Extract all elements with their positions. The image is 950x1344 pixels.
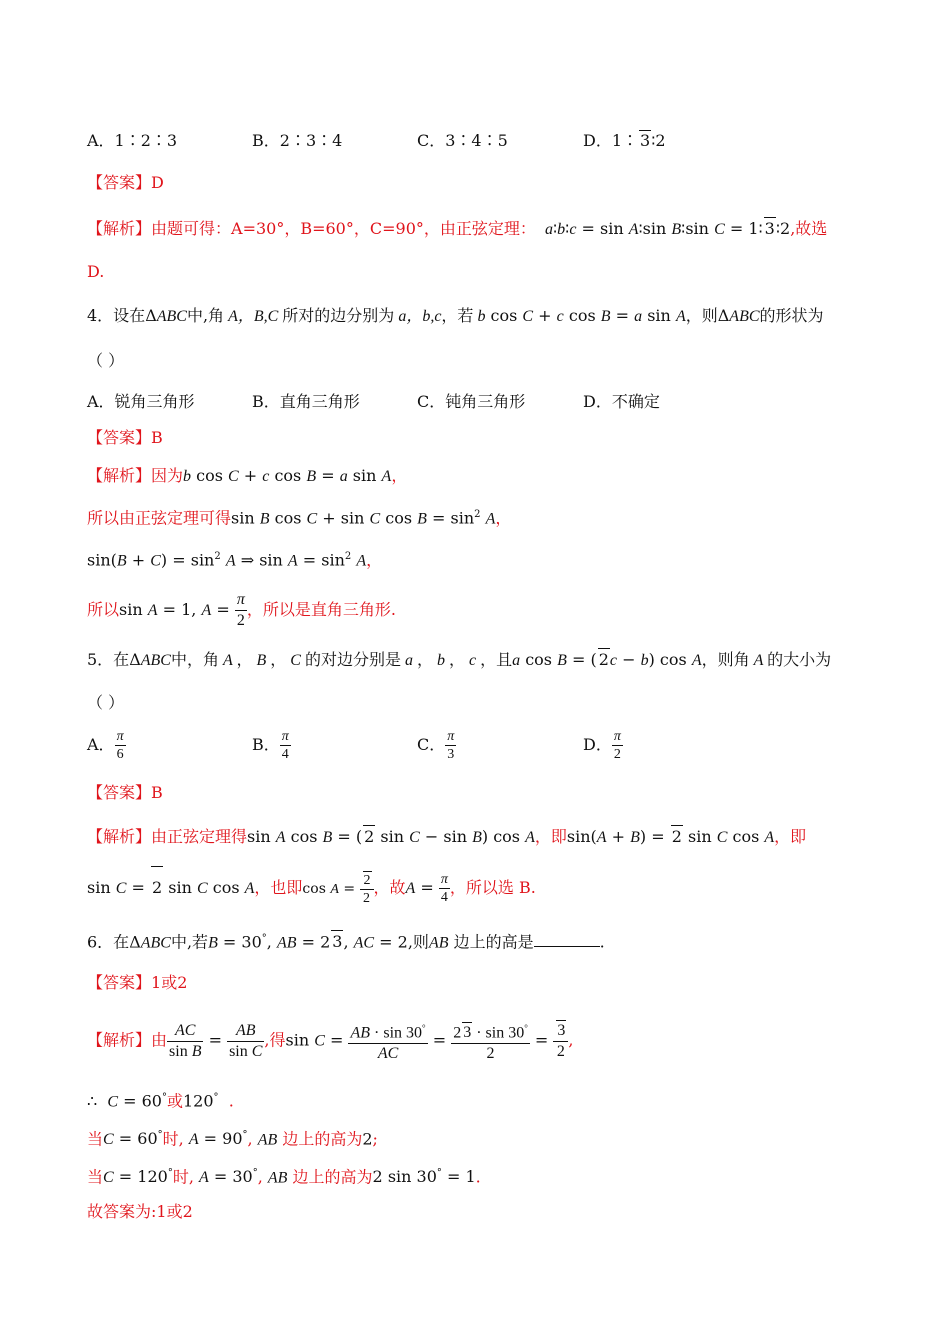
q5-options <box>87 728 887 768</box>
q6-answer: 【答案】1或2 <box>87 973 188 992</box>
q4-analysis-3: $\sin(B + C) = \sin^2 A$ ⇒ $\sin A = \sin^2 A$， <box>87 550 383 570</box>
q4-option-c: C．钝角三角形 <box>417 392 526 411</box>
q6-analysis-2: ∴ C = 60°或120° . <box>87 1091 234 1111</box>
q5-analysis-2: sin C = 2 sin C cos A，也即cos A = $\frac{2}{2}$ ，故A = $\frac{\pi}{4}$ ，所以选 B. <box>87 866 536 911</box>
q4-analysis-1: 【解析】因为b cos C + c cos B = a sin A， <box>87 466 408 485</box>
q6-final: 故答案为:1或2 <box>87 1202 193 1221</box>
q4-option-a: A．锐角三角形 <box>87 392 195 411</box>
q4-option-d: D．不确定 <box>583 392 660 411</box>
q4-options <box>87 389 887 429</box>
q6-analysis-4: 当C = 120°时, A = 30°, AB 边上的高为2 sin 30° = 1. <box>87 1167 481 1187</box>
q4-answer: 【答案】B <box>87 428 163 447</box>
q5-analysis-1: 【解析】由正弦定理得sin A cos B = ( 2 sin C − sin B) cos A，即sin(A + B) = 2 sin C cos A，即 <box>87 827 807 846</box>
q6-answer-blank[interactable] <box>534 932 600 947</box>
q4-paren: （ ） <box>87 351 125 370</box>
q5-option-d: D． $\frac{\pi}{2}$ <box>583 729 621 762</box>
q4-option-b: B．直角三角形 <box>252 392 360 411</box>
q5-paren: （ ） <box>87 693 125 712</box>
q3-analysis: 【解析】由题可得：A=30°，B=60°，C=90°，由正弦定理： a∶b∶c = sin A∶sin B∶sin C = 1∶ 3∶2,故选 <box>87 219 828 238</box>
q5-stem: 5．在ΔABC中，角 A ， B ， C 的对边分别是 a ， b ， c ，且a cos B = ( 2c − b) cos A，则角 A 的大小为 <box>87 650 832 669</box>
q4-stem: 4．设在ΔABC中,角 A，B,C 所对的边分别为 a，b,c，若 b cos C + c cos B = a sin A，则ΔABC的形状为 <box>87 306 824 325</box>
q3-options <box>87 128 887 168</box>
q5-answer: 【答案】B <box>87 783 163 802</box>
q6-analysis-1: 【解析】由 $\frac{AC}{\text{sin B}}$ = $\frac{AB}{\text{sin C}}$ ,得sin C = $\frac{AB \cdot \sin 30^\circ}{AC}$ = $\frac{2 3 \cdot \sin 30^\circ}{2}$ = $\frac{3}{2}$ , <box>87 1021 574 1063</box>
q4-analysis-4: 所以sin A = 1, A = $\frac{\pi}{2}$ ，所以是直角三角形. <box>87 591 396 629</box>
q4-analysis-2: 所以由正弦定理可得sin B cos C + sin C $\cos B = \sin^2 A$， <box>87 508 512 528</box>
q3-option-c: C．3∶4∶5 <box>417 131 508 150</box>
q6-stem: 6．在ΔABC中,若B = 30°, AB = 2 3, AC = 2,则AB 边上的高是 . <box>87 932 605 952</box>
q3-answer: 【答案】D <box>87 173 164 192</box>
q5-option-a: A． $\frac{\pi}{6}$ <box>87 729 124 762</box>
q3-option-d: D．1∶ 3∶2 <box>583 131 666 150</box>
q5-option-b: B． $\frac{\pi}{4}$ <box>252 729 289 762</box>
q6-analysis-3: 当C = 60°时, A = 90°, AB 边上的高为2; <box>87 1129 378 1149</box>
q3-analysis-line2: D. <box>87 262 105 281</box>
q3-option-b: B．2∶3∶4 <box>252 131 343 150</box>
q5-option-c: C． $\frac{\pi}{3}$ <box>417 729 455 762</box>
q3-option-a: A．1∶2∶3 <box>87 131 178 150</box>
